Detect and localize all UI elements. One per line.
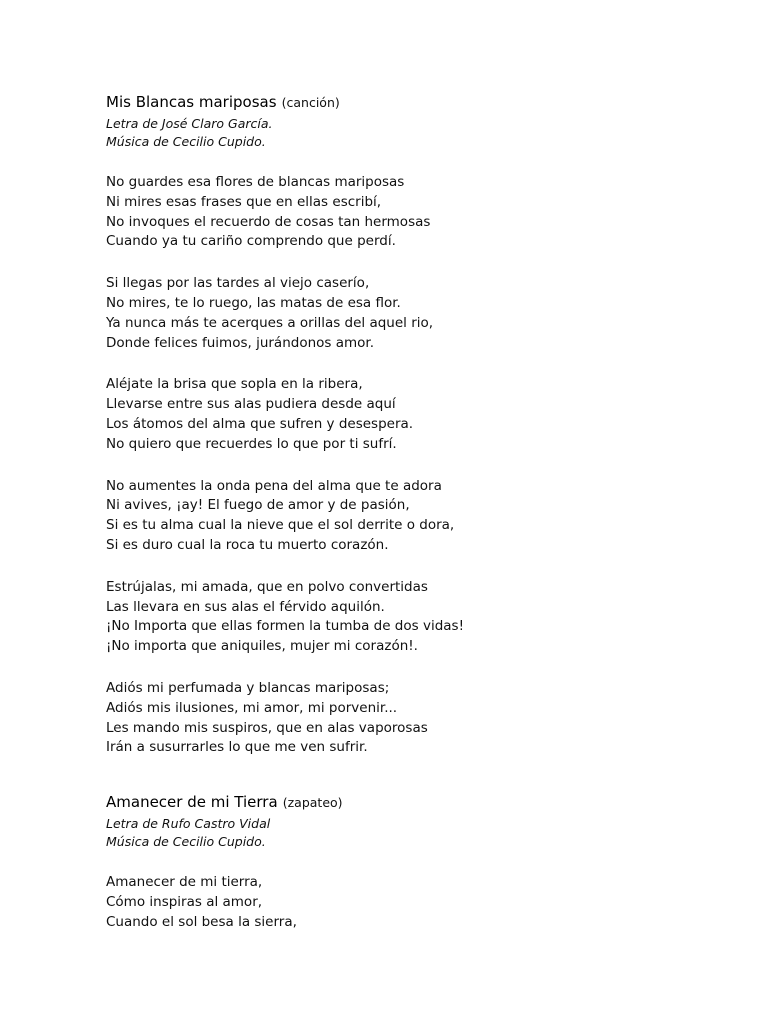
lyric-line: Cómo inspiras al amor, [106,893,263,910]
document-page [106,90,746,933]
lyric-line: Adiós mi perfumada y blancas mariposas; [106,679,390,696]
song-genre: (canción) [281,95,340,110]
lyric-line: Si es duro cual la roca tu muerto corazón. [106,536,389,553]
stanza [106,578,746,657]
lyric-line: Aléjate la brisa que sopla en la ribera, [106,376,363,393]
song-genre: (zapateo) [282,795,343,811]
lyric-line: No mires, te lo ruego, las matas de esa flor. [106,294,401,311]
lyric-line: Ni avives, ¡ay! El fuego de amor y de pasión, [106,497,410,514]
song-heading [106,790,746,815]
lyric-line: Llevarse entre sus alas pudiera desde aquí [106,396,396,413]
lyric-line: Les mando mis suspiros, que en alas vaporosas [106,719,428,736]
lyrics-credit: Letra de José Claro García. [106,116,273,131]
stanza [106,274,746,353]
stanza [106,375,746,454]
song-mis-blancas-mariposas [106,90,746,758]
lyric-line: Amanecer de mi tierra, [106,874,263,891]
stanza [106,477,746,556]
song-title: Amanecer de mi Tierra [106,793,278,812]
music-credit: Música de Cecilio Cupido. [106,834,266,850]
song-heading [106,90,746,115]
lyric-line: Cuando ya tu cariño comprendo que perdí. [106,233,396,250]
song-amanecer-de-mi-tierra [106,790,746,932]
lyric-line: Irán a susurrarles lo que me ven sufrir. [106,739,368,756]
lyric-line: No invoques el recuerdo de cosas tan hermosas [106,213,431,230]
stanza [106,679,746,758]
lyrics-credit: Letra de Rufo Castro Vidal [106,816,271,832]
lyric-line: Ni mires esas frases que en ellas escribí, [106,193,382,210]
song-title: Mis Blancas mariposas [106,93,277,111]
stanza [106,873,746,932]
stanza [106,173,746,252]
lyric-line: Adiós mis ilusiones, mi amor, mi porvenir... [106,699,398,716]
lyric-line: Si es tu alma cual la nieve que el sol derrite o dora, [106,517,455,534]
lyric-line: No aumentes la onda pena del alma que te adora [106,477,442,494]
lyric-line: Donde felices fuimos, jurándonos amor. [106,334,375,351]
lyric-line: ¡No Importa que ellas formen la tumba de dos vidas! [106,618,464,635]
lyric-line: No quiero que recuerdes lo que por ti sufrí. [106,435,397,452]
lyric-line: Si llegas por las tardes al viejo caserío, [106,275,370,292]
lyric-line: No guardes esa flores de blancas mariposas [106,174,405,190]
lyric-line: Estrújalas, mi amada, que en polvo convertidas [106,578,428,595]
music-credit: Música de Cecilio Cupido. [106,134,266,149]
lyric-line: Las llevara en sus alas el férvido aquilón. [106,598,385,615]
lyric-line: Los átomos del alma que sufren y desespera. [106,415,414,432]
lyric-line: Cuando el sol besa la sierra, [106,913,297,930]
lyric-line: Ya nunca más te acerques a orillas del aquel rio, [106,314,434,331]
lyric-line: ¡No importa que aniquiles, mujer mi corazón!. [106,638,418,655]
